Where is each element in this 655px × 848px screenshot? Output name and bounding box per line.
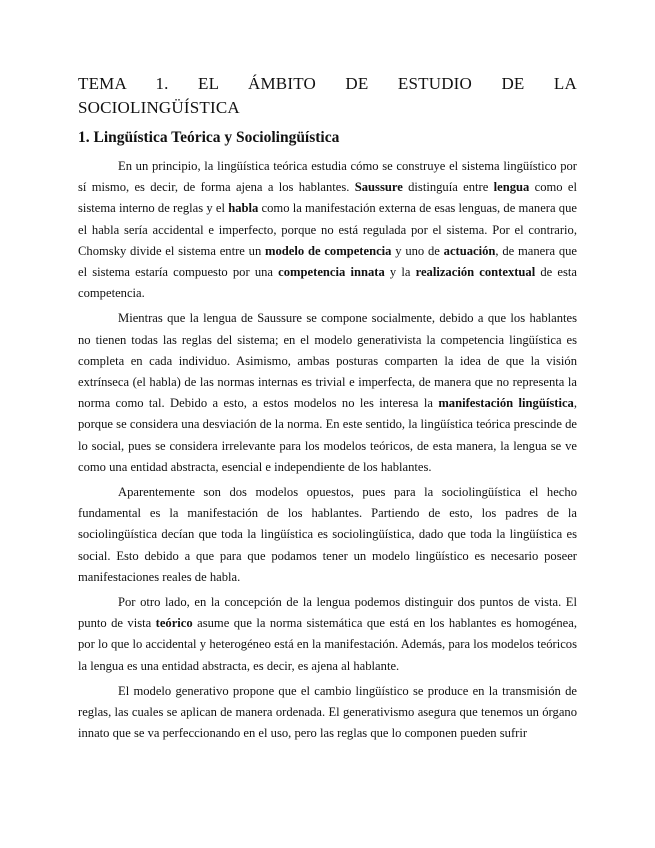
paragraph-2: [78, 308, 577, 478]
bold-term-saussure: Saussure: [354, 180, 403, 195]
paragraph-text: como el sistema interno de reglas y el: [78, 180, 577, 216]
paragraph-4: [78, 592, 577, 677]
paragraph-text: Por otro lado, en la concepción de la lengua podemos distinguir dos puntos de vista. El punto de vista: [78, 595, 577, 631]
bold-term-actuacion: actuación: [443, 243, 496, 258]
section-heading: 1. Lingüística Teórica y Sociolingüística: [78, 129, 340, 146]
paragraph-5: El modelo generativo propone que el cambio lingüístico se produce en la transmisión de reglas, las cuales se aplican de manera ordenada. El generativismo asegura que tenemos un órgano innato que se va perfeccionando en el uso, pero las reglas que lo componen pueden sufrir: [78, 683, 577, 741]
paragraph-text: , porque se considera una desviación de la norma. En este sentido, la lingüística teórica prescinde de lo social, pues se considera irrelevante para los modelos teóricos, de esta manera, la lengua se ve como una entidad abstracta, esencial e independiente de los hablantes.: [78, 396, 577, 474]
bold-term-manifestacion-linguistica: manifestación lingüística: [438, 396, 574, 411]
paragraph-text: y la: [384, 265, 416, 280]
paragraph-1: [78, 156, 577, 304]
bold-term-habla: habla: [228, 201, 259, 216]
document-title-line-2: SOCIOLINGÜÍSTICA: [78, 98, 240, 117]
bold-term-lengua: lengua: [493, 180, 530, 195]
paragraph-text: de esta competencia.: [78, 265, 577, 301]
bold-term-teorico: teórico: [155, 616, 193, 631]
bold-term-modelo-competencia: modelo de competencia: [265, 243, 392, 258]
paragraph-text: En un principio, la lingüística teórica estudia cómo se construye el sistema lingüístico por sí mismo, es decir, de forma ajena a los hablantes.: [78, 159, 577, 195]
paragraph-3: Aparentemente son dos modelos opuestos, pues para la sociolingüística el hecho fundamental es la manifestación de los hablantes. Partiendo de esto, los padres de la sociolingüística decían que toda la lingüística es sociolingüística, dado que toda la lingüística es social. Esto debido a que para que podamos tener un modelo lingüístico es necesario poseer manifestaciones reales de habla.: [78, 485, 577, 584]
paragraph-text: distinguía entre: [402, 180, 494, 195]
document-title-line-1: TEMA 1. EL ÁMBITO DE ESTUDIO DE LA: [78, 74, 577, 93]
bold-term-competencia-innata: competencia innata: [278, 265, 385, 280]
paragraph-text: y uno de: [391, 243, 444, 258]
paragraph-text: , de manera que el sistema estaría compuesto por una: [78, 243, 578, 280]
paragraph-text: Mientras que la lengua de Saussure se compone socialmente, debido a que los hablantes no tienen todas las reglas del sistema; en el modelo generativista la competencia lingüística es completa en cada individuo. Asimismo, ambas posturas comparten la idea de que la visión extrínseca (el habla) de las normas internas es trivial e imperfecta, de manera que no representa la norma como tal. Debido a esto, a estos modelos no les interesa la: [78, 311, 577, 411]
paragraph-text: asume que la norma sistemática que está en los hablantes es homogénea, por lo que lo accidental y heterogéneo está en la manifestación. Además, para los modelos teóricos la lengua es una entidad abstracta, es decir, es ajena al hablante.: [78, 616, 577, 673]
paragraph-text: como la manifestación externa de esas lenguas, de manera que el habla sería accidental e imperfecto, porque no está regulada por el sistema. Por el contrario, Chomsky divide el sistema entre un: [78, 201, 577, 258]
bold-term-realizacion-contextual: realización contextual: [415, 265, 536, 280]
